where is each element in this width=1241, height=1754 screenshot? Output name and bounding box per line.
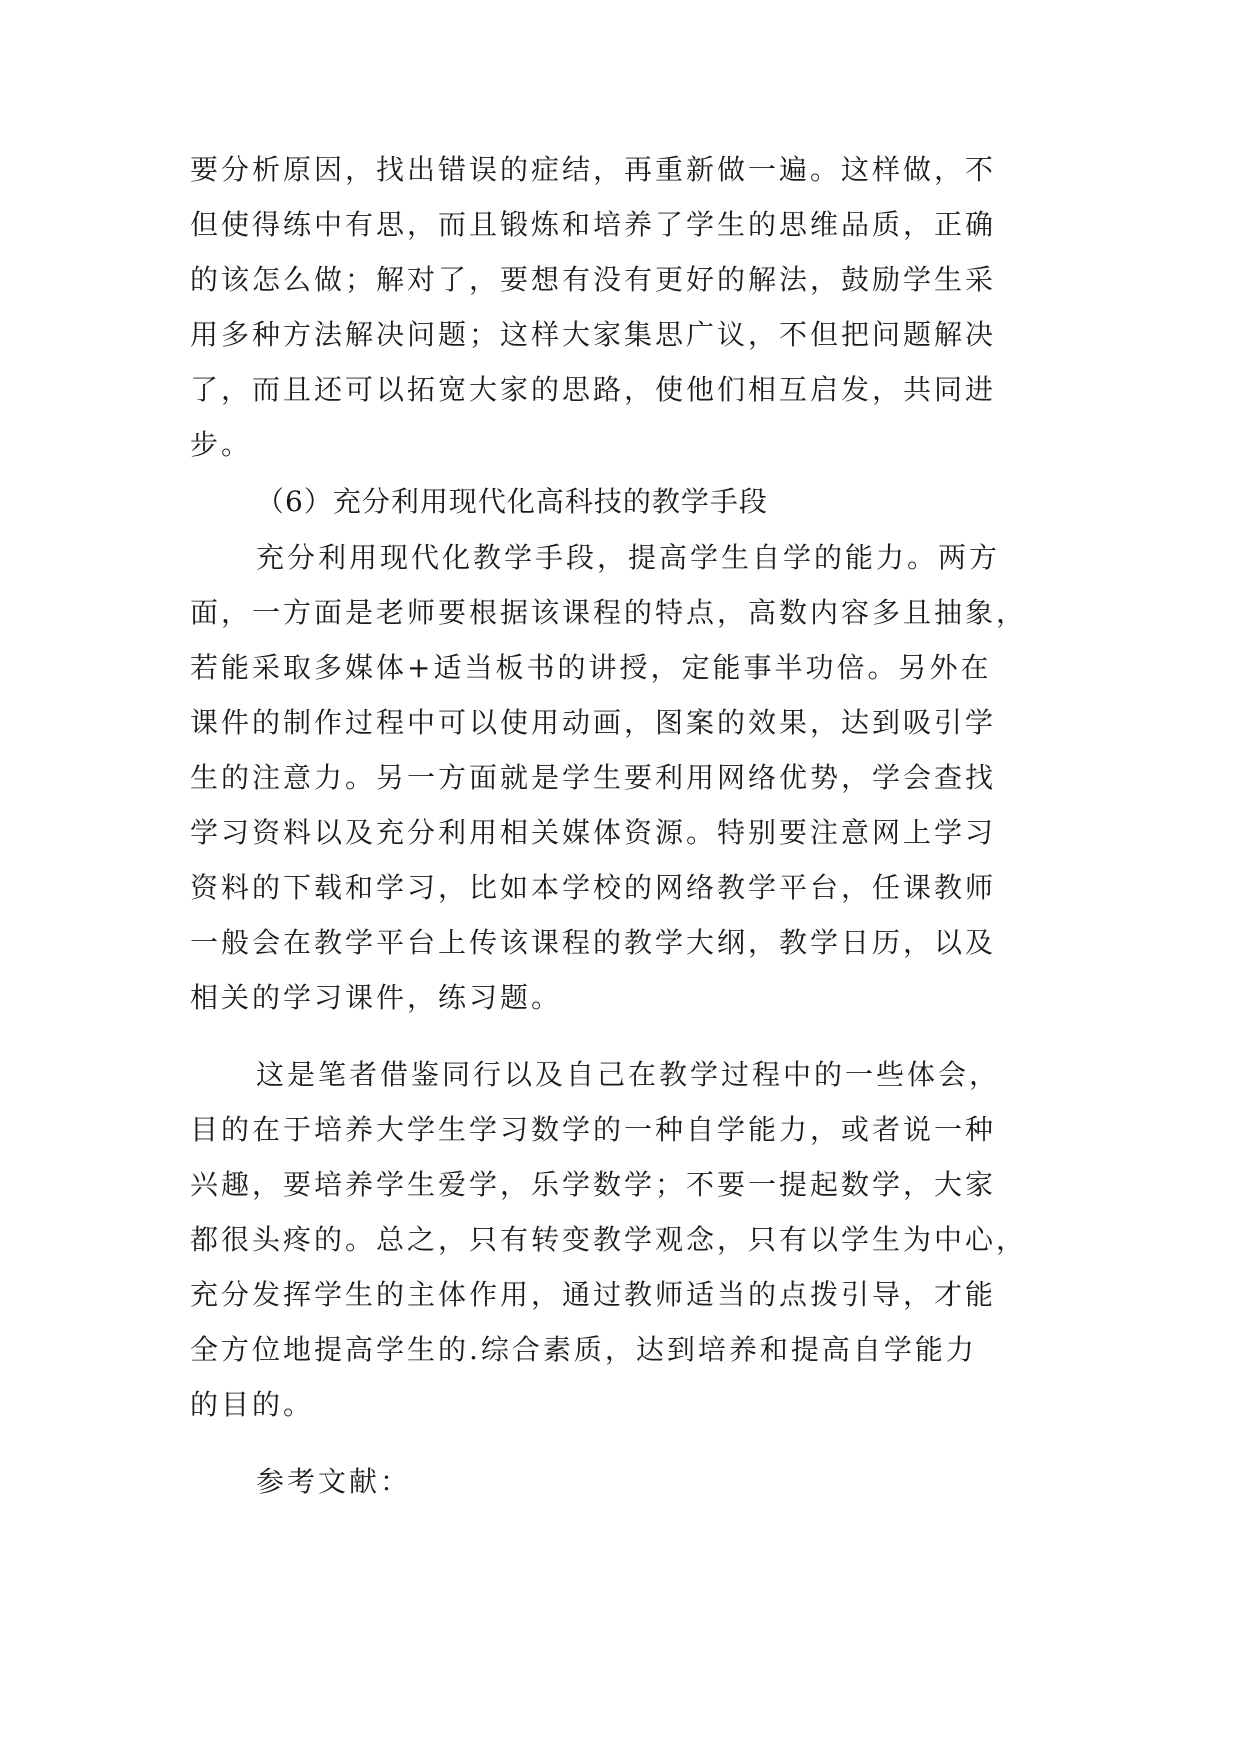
paragraph-3-line-3: 兴趣，要培养学生爱学，乐学数学；不要一提起数学，大家 [190, 1168, 997, 1201]
paragraph-1-line-1: 要分析原因，找出错误的症结，再重新做一遍。这样做，不 [190, 153, 997, 186]
paragraph-1-line-6: 步。 [190, 428, 253, 461]
paragraph-3-line-1: 这是笔者借鉴同行以及自己在教学过程中的一些体会， [256, 1058, 1001, 1091]
paragraph-3-line-4: 都很头疼的。总之，只有转变教学观念，只有以学生为中心， [190, 1223, 1028, 1256]
paragraph-2-line-7: 资料的下载和学习，比如本学校的网络教学平台，任课教师 [190, 871, 997, 904]
paragraph-3-line-6: 全方位地提高学生的.综合素质，达到培养和提高自学能力 [190, 1333, 977, 1366]
paragraph-2-line-1: 充分利用现代化教学手段，提高学生自学的能力。两方 [256, 541, 1001, 574]
paragraph-1-line-3: 的该怎么做；解对了，要想有没有更好的解法，鼓励学生采 [190, 263, 997, 296]
section-heading: （6）充分利用现代化高科技的教学手段 [256, 485, 768, 518]
paragraph-2-line-3: 若能采取多媒体+适当板书的讲授，定能事半功倍。另外在 [190, 651, 992, 684]
paragraph-3-line-7: 的目的。 [190, 1388, 315, 1421]
paragraph-1-line-4: 用多种方法解决问题；这样大家集思广议，不但把问题解决 [190, 318, 997, 351]
paragraph-2-line-9: 相关的学习课件，练习题。 [190, 981, 563, 1014]
paragraph-2-line-4: 课件的制作过程中可以使用动画，图案的效果，达到吸引学 [190, 706, 997, 739]
references-heading: 参考文献： [256, 1465, 412, 1498]
paragraph-2-line-6: 学习资料以及充分利用相关媒体资源。特别要注意网上学习 [190, 816, 997, 849]
paragraph-2-line-8: 一般会在教学平台上传该课程的教学大纲，教学日历，以及 [190, 926, 997, 959]
paragraph-2-line-2: 面，一方面是老师要根据该课程的特点，高数内容多且抽象， [190, 596, 1028, 629]
paragraph-1-line-2: 但使得练中有思，而且锻炼和培养了学生的思维品质，正确 [190, 208, 997, 241]
paragraph-1-line-5: 了，而且还可以拓宽大家的思路，使他们相互启发，共同进 [190, 373, 997, 406]
paragraph-2-line-5: 生的注意力。另一方面就是学生要利用网络优势，学会查找 [190, 761, 997, 794]
paragraph-3-line-2: 目的在于培养大学生学习数学的一种自学能力，或者说一种 [190, 1113, 997, 1146]
paragraph-3-line-5: 充分发挥学生的主体作用，通过教师适当的点拨引导，才能 [190, 1278, 997, 1311]
